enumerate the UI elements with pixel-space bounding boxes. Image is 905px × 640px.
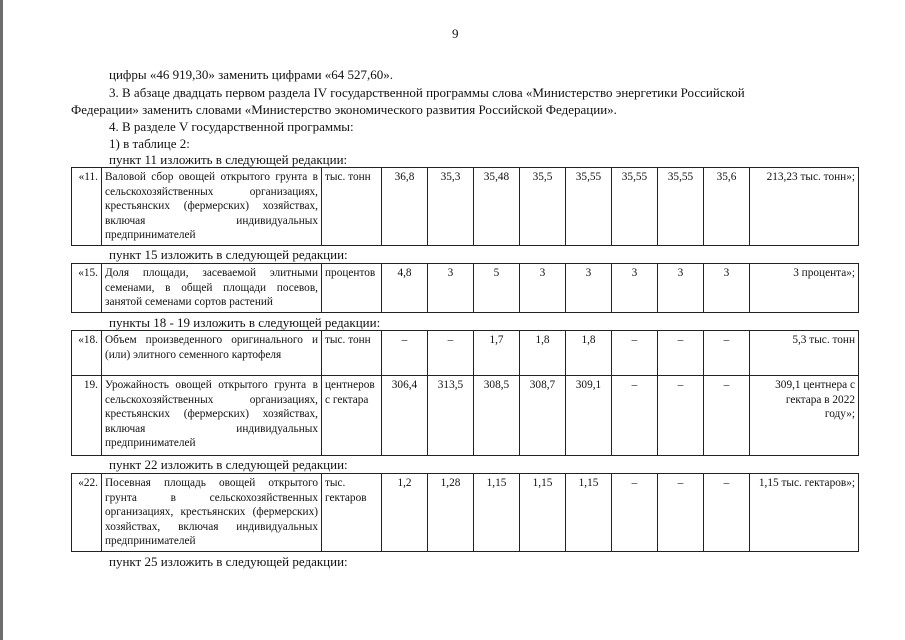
value-cell: – <box>382 331 428 376</box>
caption-items-18-19: пункты 18 - 19 изложить в следующей редакции: <box>109 315 381 330</box>
value-cell: 3 <box>612 264 658 313</box>
indicator-name: Урожайность овощей открытого грунта в сельскохозяйственных организациях, крестьянских (фермерских) хозяйствах, включая индивидуальных предпринимателей <box>102 376 322 456</box>
value-cell: – <box>704 331 750 376</box>
paragraph-3-line-2: Федерации» заменить словами «Министерство экономического развития Российской Федерации». <box>71 102 617 117</box>
value-cell: 1,8 <box>566 331 612 376</box>
row-number: «22. <box>72 474 102 552</box>
value-cell: 35,48 <box>474 168 520 246</box>
value-cell: – <box>658 376 704 456</box>
value-cell: – <box>658 474 704 552</box>
value-cell: 1,28 <box>428 474 474 552</box>
value-cell: 5 <box>474 264 520 313</box>
row-number: «18. <box>72 331 102 376</box>
indicator-name: Объем произведенного оригинального и (или) элитного семенного картофеля <box>102 331 322 376</box>
row-number: «15. <box>72 264 102 313</box>
value-cell: 306,4 <box>382 376 428 456</box>
value-cell: 35,6 <box>704 168 750 246</box>
table-row-18 <box>72 331 859 376</box>
page-number: 9 <box>452 26 459 41</box>
table-row-19 <box>72 376 859 456</box>
value-cell: 313,5 <box>428 376 474 456</box>
value-cell: 3 <box>520 264 566 313</box>
value-cell: – <box>704 376 750 456</box>
value-cell: 309,1 <box>566 376 612 456</box>
value-cell: 308,5 <box>474 376 520 456</box>
value-cell: 1,2 <box>382 474 428 552</box>
target-value: 309,1 центнера с гектара в 2022 году»; <box>750 376 859 456</box>
value-cell: – <box>428 331 474 376</box>
target-value: 213,23 тыс. тонн»; <box>750 168 859 246</box>
paragraph-table-2: 1) в таблице 2: <box>109 136 190 151</box>
target-value: 3 процента»; <box>750 264 859 313</box>
value-cell: 1,15 <box>566 474 612 552</box>
value-cell: – <box>612 376 658 456</box>
table-row-11 <box>71 167 859 246</box>
caption-item-25: пункт 25 изложить в следующей редакции: <box>109 554 348 569</box>
table-rows-18-19 <box>71 330 859 456</box>
paragraph-4: 4. В разделе V государственной программы: <box>109 119 354 134</box>
target-value: 5,3 тыс. тонн <box>750 331 859 376</box>
value-cell: 308,7 <box>520 376 566 456</box>
table-row-15 <box>71 263 859 313</box>
caption-item-22: пункт 22 изложить в следующей редакции: <box>109 457 348 472</box>
value-cell: – <box>612 474 658 552</box>
value-cell: 35,5 <box>520 168 566 246</box>
value-cell: – <box>658 331 704 376</box>
unit: тыс. тонн <box>322 331 382 376</box>
row-number: 19. <box>72 376 102 456</box>
value-cell: 35,55 <box>658 168 704 246</box>
value-cell: 35,55 <box>566 168 612 246</box>
caption-item-11: пункт 11 изложить в следующей редакции: <box>109 152 348 167</box>
target-value: 1,15 тыс. гектаров»; <box>750 474 859 552</box>
unit: тыс. тонн <box>322 168 382 246</box>
value-cell: 3 <box>704 264 750 313</box>
caption-item-15: пункт 15 изложить в следующей редакции: <box>109 247 348 262</box>
value-cell: 1,8 <box>520 331 566 376</box>
table-row-22 <box>71 473 859 552</box>
value-cell: 3 <box>428 264 474 313</box>
value-cell: 3 <box>566 264 612 313</box>
value-cell: – <box>612 331 658 376</box>
value-cell: 1,15 <box>474 474 520 552</box>
indicator-name: Доля площади, засеваемой элитными семенами, в общей площади посевов, занятой семенами сортов растений <box>102 264 322 313</box>
indicator-name: Посевная площадь овощей открытого грунта в сельскохозяйственных организациях, крестьянских (фермерских) хозяйствах, включая индивидуальных предпринимателей <box>102 474 322 552</box>
value-cell: 36,8 <box>382 168 428 246</box>
indicator-name: Валовой сбор овощей открытого грунта в сельскохозяйственных организациях, крестьянских (фермерских) хозяйствах, включая индивидуальных предпринимателей <box>102 168 322 246</box>
value-cell: 1,7 <box>474 331 520 376</box>
value-cell: 1,15 <box>520 474 566 552</box>
paragraph-digits-replacement: цифры «46 919,30» заменить цифрами «64 527,60». <box>109 67 394 82</box>
paragraph-3-line-1: 3. В абзаце двадцать первом раздела IV государственной программы слова «Министерство энергетики Российской <box>109 85 745 100</box>
value-cell: 3 <box>658 264 704 313</box>
value-cell: 35,3 <box>428 168 474 246</box>
unit: процентов <box>322 264 382 313</box>
unit: центнеров с гектара <box>322 376 382 456</box>
value-cell: 4,8 <box>382 264 428 313</box>
scan-edge-rule <box>0 0 3 640</box>
row-number: «11. <box>72 168 102 246</box>
value-cell: – <box>704 474 750 552</box>
value-cell: 35,55 <box>612 168 658 246</box>
unit: тыс. гектаров <box>322 474 382 552</box>
